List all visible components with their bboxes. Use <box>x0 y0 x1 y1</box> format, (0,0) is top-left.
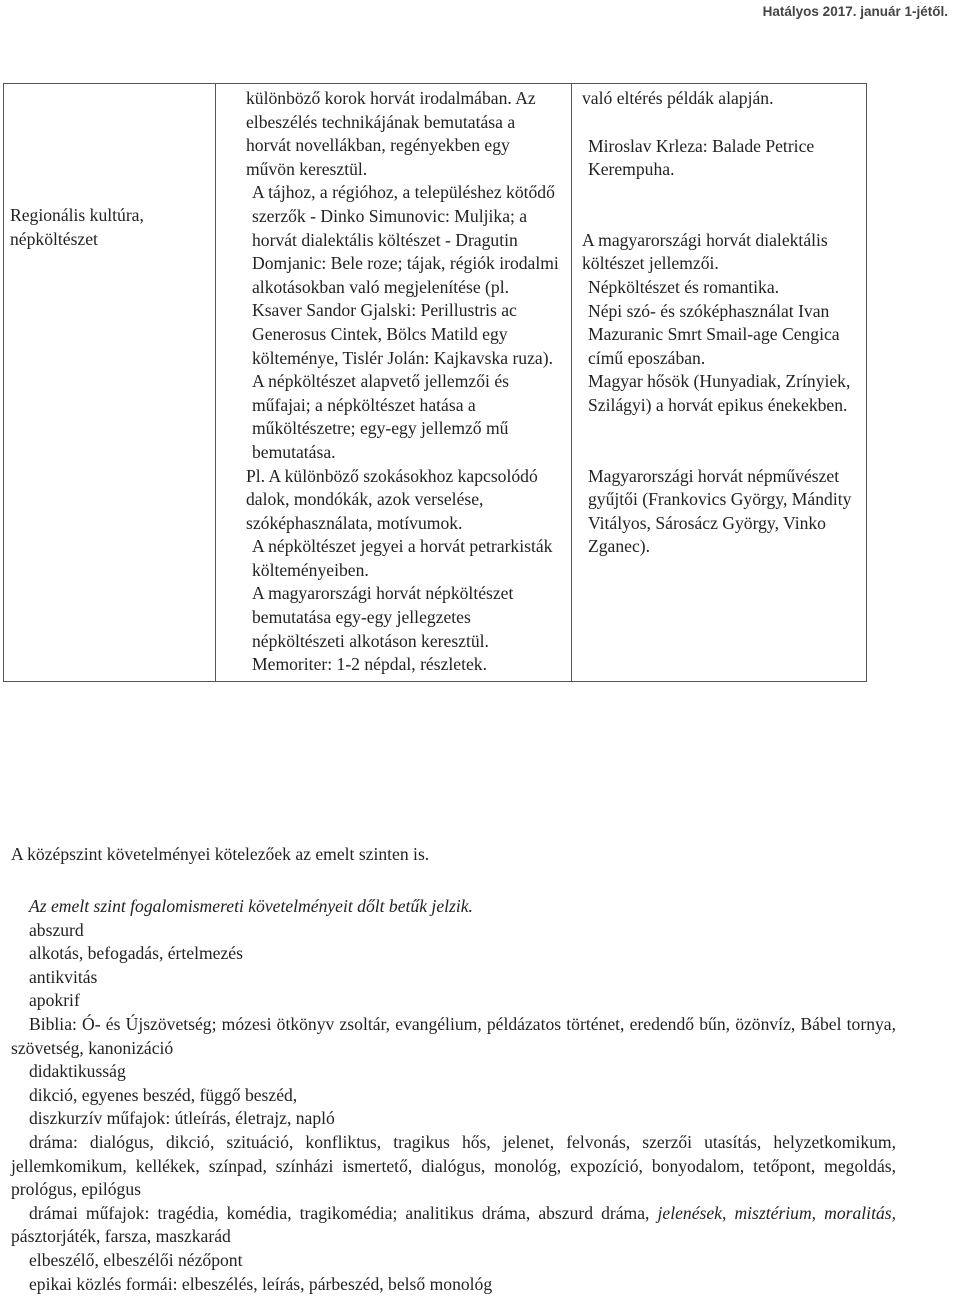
topic-cell <box>4 84 216 682</box>
content-cell <box>216 84 572 682</box>
example-paragraph: Miroslav Krleza: Balade Petrice Kerempuha. <box>588 135 815 180</box>
term-item: drámai műfajok: tragédia, komédia, tragikomédia; analitikus dráma, abszurd dráma, jelenések, misztérium, moralitás, pásztorjáték, farsza, maszkarád <box>11 1202 896 1247</box>
terms-intro: Az emelt szint fogalomismereti követelményeit dőlt betűk jelzik. <box>29 896 473 916</box>
example-paragraph: Népköltészet és romantika. <box>588 276 780 297</box>
table-row <box>4 84 867 682</box>
term-item: elbeszélő, elbeszélői nézőpont <box>29 1249 243 1270</box>
example-paragraph: való eltérés példák alapján. <box>582 88 774 108</box>
topic-title: Regionális kultúra, népköltészet <box>10 205 144 249</box>
terms-list <box>11 895 896 1296</box>
example-paragraph: Magyar hősök (Hunyadiak, Zrínyiek, Szilágyi) a horvát epikus énekekben. <box>588 371 851 415</box>
term-item: abszurd <box>29 919 84 940</box>
term-item: diszkurzív műfajok: útleírás, életrajz, napló <box>29 1108 335 1129</box>
example-cell <box>572 84 867 682</box>
term-item: antikvitás <box>29 966 98 987</box>
term-item: alkotás, befogadás, értelmezés <box>29 943 243 964</box>
content-paragraph: Pl. A különböző szokásokhoz kapcsolódó dalok, mondókák, azok verselése, szóképhasználata, motívumok. <box>246 465 538 533</box>
term-item: dráma: dialógus, dikció, szituáció, konfliktus, tragikus hős, jelenet, felvonás, szerzői utasítás, helyzetkomikum, jellemkomikum, kellékek, színpad, színházi ismertető, dialógus, monológ, expozíció, bonyodalom, tetőpont, megoldás, prológus, epilógus <box>11 1131 896 1200</box>
content-paragraph: A magyarországi horvát népköltészet bemutatása egy-egy jellegzetes népköltészeti alkotáson keresztül. <box>252 583 514 651</box>
term-item: didaktikusság <box>29 1061 126 1082</box>
example-paragraph: Népi szó- és szóképhasználat Ivan Mazuranic Smrt Smail-age Cengica című eposzában. <box>588 300 840 368</box>
curriculum-table <box>3 83 867 682</box>
term-item: dikció, egyenes beszéd, függő beszéd, <box>29 1084 298 1105</box>
content-paragraph: A népköltészet jegyei a horvát petrarkisták költeményeiben. <box>252 536 553 580</box>
content-paragraph: A tájhoz, a régióhoz, a településhez kötődő szerzők - Dinko Simunovic: Muljika; a horvát dialektális költészet - Dragutin Domjanic: Bele roze; tájak, régiók irodalmi alkotásokban való megjelenítése (pl. Ksaver Sandor Gjalski: Perillustris ac Generosus Cintek, Bölcs Matild egy költeménye, Tislér Jolán: Kajkavska ruza). A népköltészet alapvető jellemzői és műfajai; a népköltészet hatása a műköltészetre; egy-egy jellemző mű bemutatása. <box>252 182 559 462</box>
validity-header: Hatályos 2017. január 1-jétől. <box>762 4 948 19</box>
term-item: apokrif <box>29 990 80 1011</box>
content-paragraph: különböző korok horvát irodalmában. Az elbeszélés technikájának bemutatása a horvát novellákban, regényekben egy művön keresztül. <box>246 88 536 179</box>
example-paragraph: A magyarországi horvát dialektális költészet jellemzői. <box>582 229 828 274</box>
example-paragraph: Magyarországi horvát népművészet gyűjtői (Frankovics György, Mándity Vitályos, Sárosácz György, Vinko Zganec). <box>588 465 852 557</box>
term-item: epikai közlés formái: elbeszélés, leírás, párbeszéd, belső monológ <box>29 1273 493 1294</box>
term-item: Biblia: Ó- és Újszövetség; mózesi ötkönyv zsoltár, evangélium, példázatos történet, eredendő bűn, özönvíz, Bábel tornya, szövetség, kanonizáció <box>11 1013 896 1058</box>
content-paragraph: Memoriter: 1-2 népdal, részletek. <box>252 654 487 675</box>
requirements-note: A középszint követelményei kötelezőek az emelt szinten is. <box>11 844 430 864</box>
